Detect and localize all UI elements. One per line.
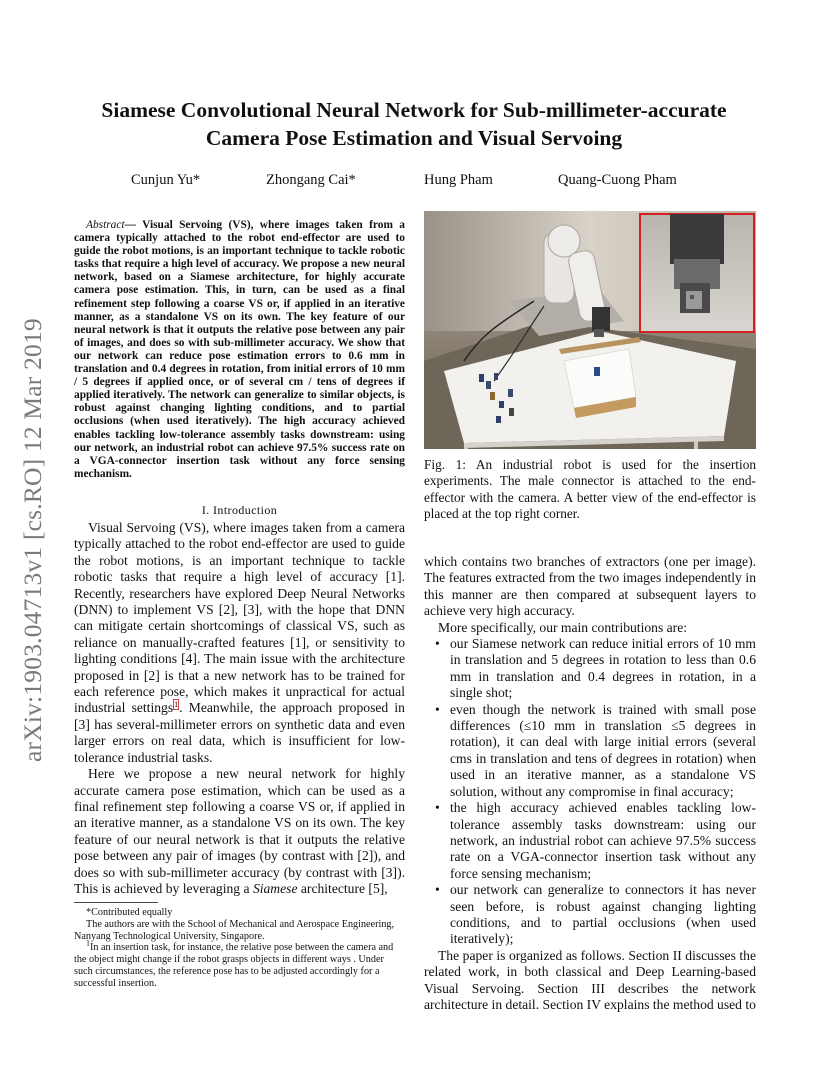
abstract xyxy=(74,219,405,481)
section-heading: I. Introduction xyxy=(201,503,278,517)
footnote-1 xyxy=(74,939,405,989)
contribution-item-2: • even though the network is trained with small pose differences (≤10 mm in translation ≤5 degrees in rotation), it can deal with large initial errors (several cms in translation and tens of degrees in rotation) when used in an iterative manner, as a standalone VS solution, without any compromise in final accuracy; xyxy=(450,702,756,800)
right-paragraph-3: The paper is organized as follows. Section II discusses the related work, in both classical and Deep Learning-based Visual Servoing. Section III describes the network architecture in detail. Section IV explains the method used to xyxy=(424,947,756,1012)
footnote-ref-1[interactable]: 1 xyxy=(174,699,179,709)
right-paragraph-2: More specifically, our main contributions are: xyxy=(438,619,688,635)
contribution-item-4: • our network can generalize to connectors it has never seen before, is robust against changing lighting conditions, and to partial occlusions (when used iteratively); xyxy=(450,882,756,948)
intro-p2-text-b: architecture [5], xyxy=(297,880,388,896)
intro-p2-italic: Siamese xyxy=(252,880,298,896)
author-3: Hung Pham xyxy=(424,172,493,188)
intro-paragraph-2 xyxy=(74,766,405,897)
figure-1-photo xyxy=(424,211,756,449)
footnote-rule xyxy=(74,902,158,903)
abstract-label: Abstract xyxy=(86,219,125,231)
footnote-1-mark: 1 xyxy=(86,939,90,948)
footnote-equal: *Contributed equally xyxy=(86,907,173,918)
footnote-affiliation: The authors are with the School of Mechanical and Aerospace Engineering, Nanyang Technological University, Singapore. xyxy=(74,918,395,942)
left-column-body xyxy=(74,520,405,897)
title-line-1: Siamese Convolutional Neural Network for Sub-millimeter-accurate xyxy=(101,98,727,122)
author-2: Zhongang Cai* xyxy=(266,172,356,188)
intro-p1-text-b: . Meanwhile, the approach proposed in [3] has several-millimeter errors on synthetic data and even larger errors on real data, which is insufficient for low-tolerance industrial tasks. xyxy=(74,700,405,765)
intro-p1-text-a: Visual Servoing (VS), where images taken from a camera typically attached to the robot end-effector are used to guide the robot motions, is an important technique to tackle robotic tasks that require a high level of accuracy [1]. Recently, researchers have explored Deep Neural Networks (DNN) to implement VS [2], [3], with the hope that DNN can mitigate certain shortcomings of classical VS, such as reliance on manually-crafted features [1], or sensitivity to lighting conditions [4]. The main issue with the architecture proposed in [2] is that a new network has to be trained for each reference pose, which makes it unpractical for actual industrial settings xyxy=(74,520,405,716)
right-column-body xyxy=(424,554,756,1013)
author-4: Quang-Cuong Pham xyxy=(558,172,677,188)
title-line-2: Camera Pose Estimation and Visual Servoing xyxy=(205,126,623,150)
contributions-list xyxy=(424,636,756,948)
arxiv-identifier: arXiv:1903.04713v1 [cs.RO] 12 Mar 2019 xyxy=(18,318,47,762)
right-paragraph-1: which contains two branches of extractors (one per image). The features extracted from the two images independently in this manner are then compared at subsequent layers to achieve very high accuracy. xyxy=(424,554,756,619)
footnotes xyxy=(74,907,405,990)
intro-p2-text-a: Here we propose a new neural network for highly accurate camera pose estimation, which can be used as a final refinement step following a coarse VS or, if applied in an iterative manner, as a standalone VS on its own. The key feature of our neural network is that it outputs the relative pose between any pair of images (by contrast with [2]), and does so with sub-millimeter accuracy (by contrast with [3]). This is achieved by leveraging a xyxy=(74,766,405,896)
author-1: Cunjun Yu* xyxy=(131,172,201,188)
figure-1-caption: Fig. 1: An industrial robot is used for the insertion experiments. The male connector is attached to the end-effector with the camera. A better view of the end-effector is placed at the top right corner. xyxy=(424,457,756,522)
author-list xyxy=(0,172,828,192)
intro-paragraph-1 xyxy=(74,520,405,766)
abstract-text: — Visual Servoing (VS), where images taken from a camera typically attached to the robot end-effector are used to guide the robot motions, is an important technique to tackle robotic tasks that require a high level of accuracy. We propose a new neural network, based on a Siamese architecture, for highly accurate camera pose estimation. This, in turn, can be used as a final refinement step following a coarse VS or, if applied in an iterative manner, as a standalone VS on its own. The key feature of our neural network is that it outputs the relative pose between any pair of images, and does so with sub-millimeter accuracy. We show that our network can reduce pose estimation errors to 0.6 mm in translation and 0.4 degrees in rotation, from initial errors of 10 mm / 5 degrees if applied once, or of several cm / tens of degrees if applied iteratively. The network can generalize to similar objects, is robust against changing lighting conditions, and to partial occlusions (when used iteratively). The high accuracy achieved enables tackling low-tolerance assembly tasks downstream: using our network, an industrial robot can achieve 97.5% success rate on a VGA-connector insertion task without any force sensing mechanism. xyxy=(74,219,405,480)
footnote-1-text: In an insertion task, for instance, the relative pose between the camera and the object might change if the robot grasps objects in different ways . Under such circumstances, the reference pose has to be adjusted accordingly for a successful insertion. xyxy=(74,942,394,989)
paper-title xyxy=(60,96,768,152)
contribution-item-1: • our Siamese network can reduce initial errors of 10 mm in translation and 5 degrees in rotation to less than 0.6 mm in translation and 0.4 degrees in rotation, in a single shot; xyxy=(450,636,756,702)
contribution-item-3: • the high accuracy achieved enables tackling low-tolerance assembly tasks downstream: using our network, an industrial robot can achieve 97.5% success rate on a VGA-connector insertion task without any force sensing mechanism; xyxy=(450,800,756,882)
robot-photo-illustration xyxy=(424,211,756,449)
